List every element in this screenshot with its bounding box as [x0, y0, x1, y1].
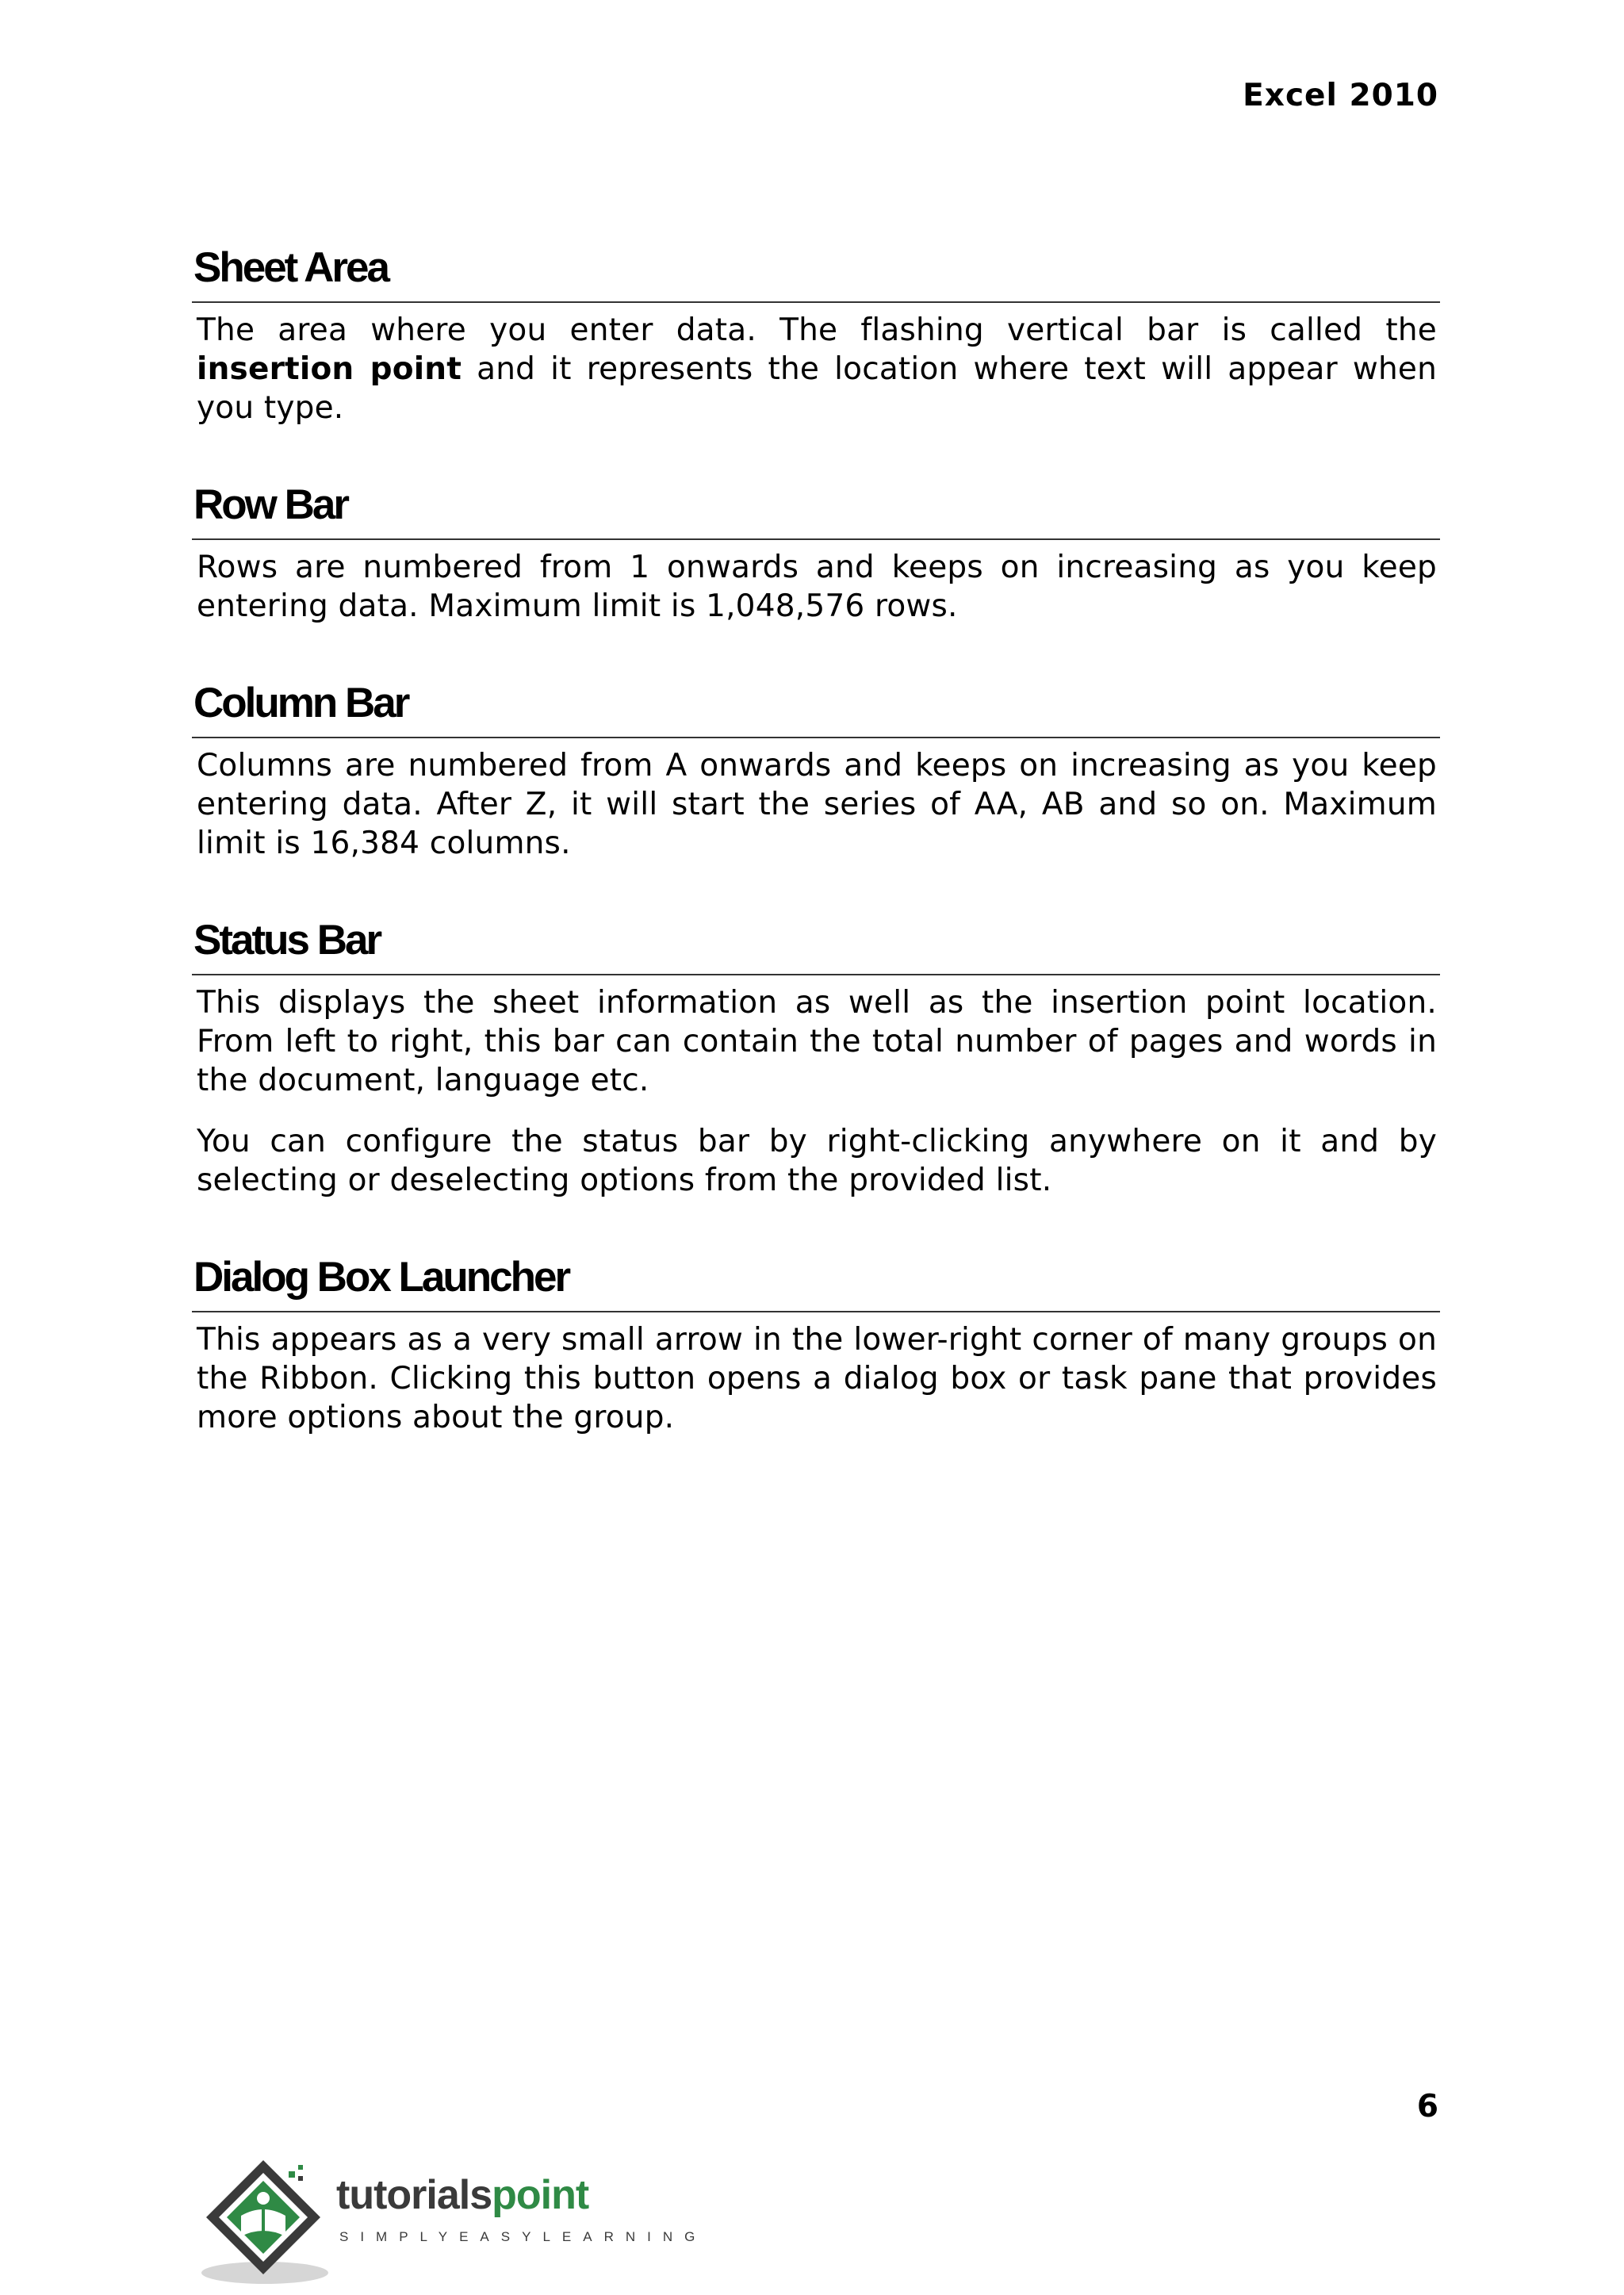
section-title: Sheet Area: [192, 239, 1440, 303]
paragraph: You can configure the status bar by right-clicking anywhere on it and by selecting or deselecting options from the provided list.: [197, 1124, 1437, 1198]
section-title: Row Bar: [192, 477, 1440, 540]
section-title: Dialog Box Launcher: [192, 1249, 1440, 1312]
paragraph: [197, 311, 1437, 427]
page-number: 6: [1416, 2089, 1438, 2125]
bold-term: insertion point: [197, 351, 462, 387]
section-row-bar: [193, 477, 1437, 626]
paragraph: Rows are numbered from 1 onwards and keeps on increasing as you keep entering data. Maximum limit is 1,048,576 rows.: [197, 550, 1437, 624]
logo-word: point: [492, 2172, 589, 2218]
logo-emblem-icon: [195, 2154, 338, 2289]
section-status-bar: [193, 912, 1437, 1200]
section-dialog-box-launcher: [193, 1249, 1437, 1437]
paragraph-text: and it represents the location where text will appear when you type.: [197, 351, 1438, 426]
logo-wordmark: [336, 2171, 588, 2219]
section-title: Column Bar: [192, 675, 1440, 738]
logo-word: tutorials: [336, 2172, 492, 2218]
paragraph: Columns are numbered from A onwards and keeps on increasing as you keep entering data. After Z, it will start the series of AA, AB and so on. Maximum limit is 16,384 columns.: [197, 748, 1437, 861]
paragraph: This displays the sheet information as well as the insertion point location. From left to right, this bar can contain the total number of pages and words in the document, language etc.: [197, 985, 1437, 1098]
section-title: Status Bar: [192, 912, 1440, 975]
tutorialspoint-logo: [195, 2154, 707, 2289]
paragraph: This appears as a very small arrow in the lower-right corner of many groups on the Ribbon. Clicking this button opens a dialog box or task pane that provides more options about the group.: [197, 1322, 1437, 1435]
section-sheet-area: [193, 239, 1438, 427]
document-body: [193, 239, 1438, 1437]
paragraph-text: The area where you enter data. The flashing vertical bar is called the: [197, 312, 1437, 348]
logo-tagline: SIMPLYEASYLEARNING: [339, 2229, 707, 2244]
running-header: Excel 2010: [1243, 78, 1438, 113]
section-column-bar: [193, 675, 1437, 863]
